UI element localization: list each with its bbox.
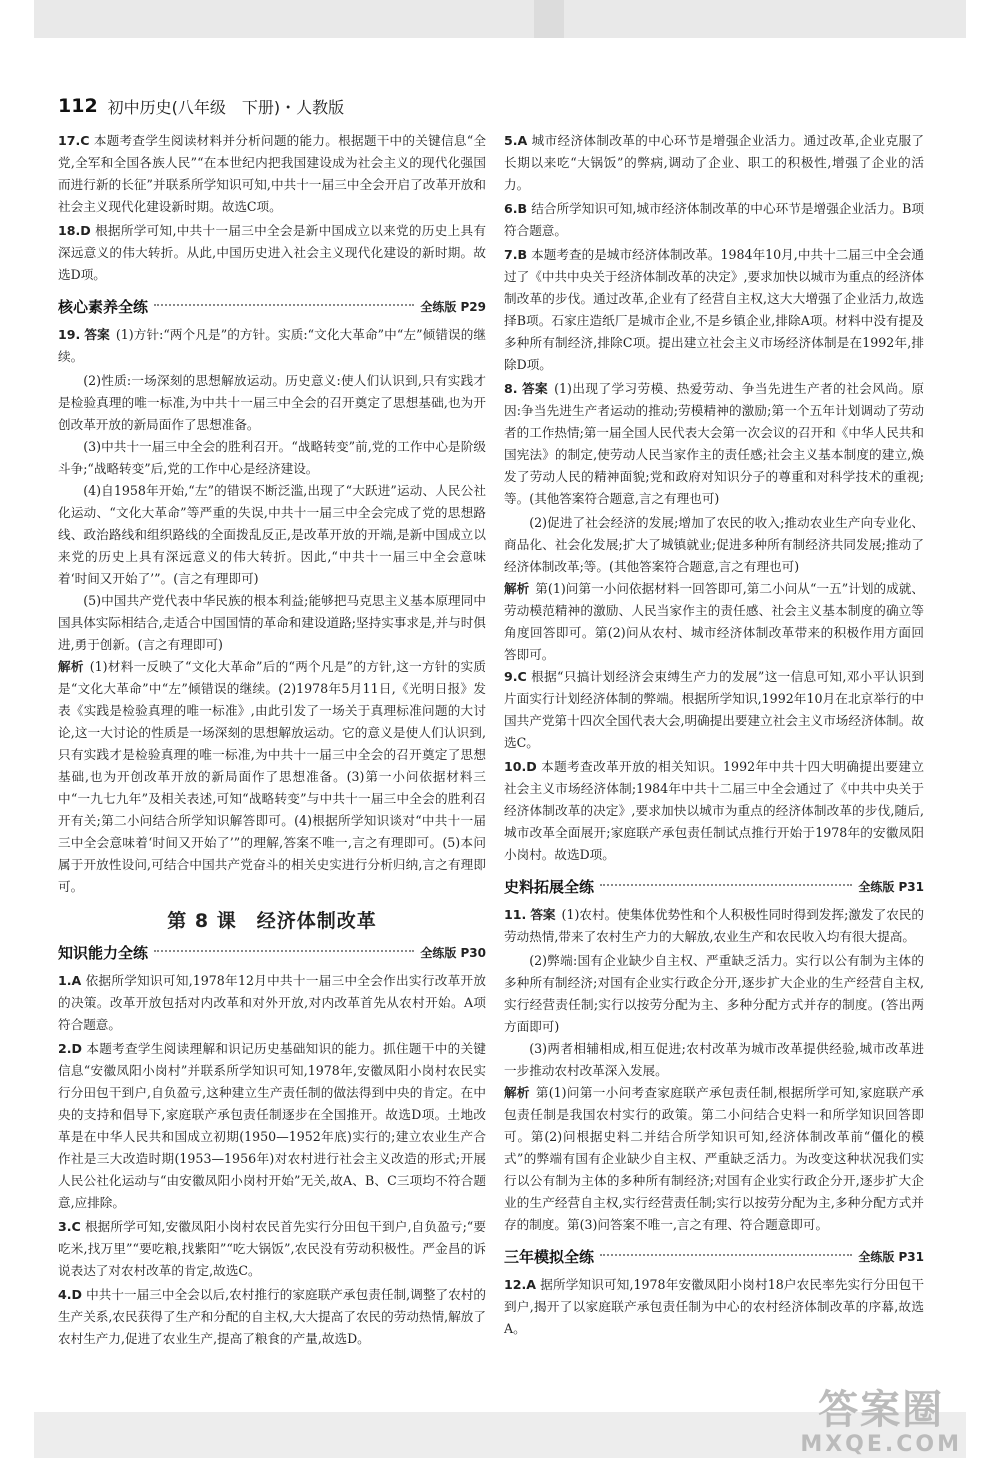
watermark-logo-text: 答案圈: [818, 1387, 945, 1433]
answer-5: 5.A 城市经济体制改革的中心环节是增强企业活力。通过改革,企业克服了长期以来吃“大锅饭”的弊病,调动了企业、职工的积极性,增强了企业的活力。: [504, 133, 924, 192]
book-title: 初中历史(八年级 下册)・人教版: [107, 97, 345, 117]
page-header: [58, 92, 344, 120]
site-watermark: [800, 1388, 962, 1457]
page-number: 112: [58, 95, 98, 117]
answer-3: 3.C 根据所学可知,安徽凤阳小岗村农民首先实行分田包干到户,自负盈亏;“要吃米,找万里”“要吃粮,找紫阳”“吃大锅饭”,农民没有劳动积极性。严金昌的诉说表达了对农村改革的肯定,故选C。: [58, 1219, 486, 1278]
section-three-year-mock: 三年模拟全练 全练版 P31: [504, 1248, 924, 1266]
answer-11: 11. 答案 (1)农村。使集体优势性和个人积极性同时得到发挥;激发了农民的劳动热情,带来了农村生产力的大解放,农业生产和农民收入均有很大提高。 (2)弊端:国有企业缺少自主权、严重缺乏活力。实行以公有制为主体的多种所有制经济;对国有企业实行政企分开,逐步扩大企业的生产经营自主权,实行经营责任制;实行以按劳分配为主、多种分配方式并存的制度。(答出两方面即可) (3)两者相辅相成,相互促进;农村改革为城市改革提供经验,城市改革进一步推动农村改革深入发展。 解析 第(1)问第一小问考查家庭联产承包责任制,根据所学可知,家庭联产承包责任制是我国农村实行的政策。第二小问结合史料一和所学知识回答即可。第(2)问根据史料二并结合所学知识可知,经济体制改革前“僵化的模式”的弊端有国有企业缺少自主权、严重缺乏活力。为改变这种状况我们实行以公有制为主体的多种所有制经济;对国有企业实行政企分开,逐步扩大企业的生产经营自主权,实行经营责任制;实行以按劳分配为主,多种分配方式并存的制度。第(3)问答案不唯一,言之有理、符合题意即可。: [504, 907, 924, 1232]
right-column: [504, 130, 924, 1342]
top-scan-band: [34, 0, 966, 38]
answer-2: 2.D 本题考查学生阅读理解和识记历史基础知识的能力。抓住题干中的关键信息“安徽凤阳小岗村”并联系所学知识可知,1978年,安徽凤阳小岗村农民实行分田包干到户,自负盈亏,这种建立生产责任制的做法得到中央的肯定。在中央的支持和倡导下,家庭联产承包责任制逐步在全国推开。故选D项。土地改革是在中华人民共和国成立初期(1950—1952年底)实行的;建立农业生产合作社是三大改造时期(1953—1956年)对农村进行社会主义改造的形式;开展人民公社化运动与“由安徽凤阳小岗村开始”无关,故A、B、C三项均不符合题意,应排除。: [58, 1041, 486, 1210]
answer-8: 8. 答案 (1)出现了学习劳模、热爱劳动、争当先进生产者的社会风尚。原因:争当先进生产者运动的推动;劳模精神的激励;第一个五年计划调动了劳动者的工作热情;第一届全国人民代表大会第一次会议的召开和《中华人民共和国宪法》的制定,使劳动人民当家作主的责任感;社会主义基本制度的建立,焕发了劳动人民的精神面貌;党和政府对知识分子的尊重和对科学技术的重视;等。(其他答案符合题意,言之有理也可) (2)促进了社会经济的发展;增加了农民的收入;推动农业生产向专业化、商品化、社会化发展;扩大了城镇就业;促进多种所有制经济共同发展;推动了经济体制改革;等。(其他答案符合题意,言之有理也可) 解析 第(1)问第一小问依据材料一回答即可,第二小问从“一五”计划的成就、劳动模范精神的激励、人民当家作主的责任感、社会主义基本制度的确立等角度回答即可。第(2)问从农村、城市经济体制改革带来的积极作用方面回答即可。: [504, 381, 925, 662]
section-knowledge-ability: 知识能力全练 全练版 P30: [58, 944, 486, 962]
answer-4: 4.D 中共十一届三中全会以后,农村推行的家庭联产承包责任制,调整了农村的生产关系,农民获得了生产和分配的自主权,大大提高了农民的劳动热情,解放了农村生产力,促进了农业生产,提高了粮食的产量,故选D。: [58, 1287, 486, 1346]
leader-dots: [600, 1254, 852, 1256]
left-column: [58, 130, 486, 1352]
answer-18: 18.D 根据所学可知,中共十一届三中全会是新中国成立以来党的历史上具有深远意义的伟大转折。从此,中国历史进入社会主义现代化建设的新时期。故选D项。: [58, 223, 486, 282]
section-source-extension: 史料拓展全练 全练版 P31: [504, 878, 924, 896]
lesson-title: 第 8 课 经济体制改革: [167, 910, 377, 932]
answer-1: 1.A 依据所学知识可知,1978年12月中共十一届三中全会作出实行改革开放的决策。改革开放包括对内改革和对外开放,对内改革首先从农村开始。A项符合题意。: [58, 973, 486, 1032]
answer-6: 6.B 结合所学知识可知,城市经济体制改革的中心环节是增强企业活力。B项符合题意。: [504, 201, 924, 238]
answer-17: 17.C 本题考查学生阅读材料并分析问题的能力。根据题干中的关键信息“全党,全军和全国各族人民”“在本世纪内把我国建设成为社会主义的现代化强国而进行新的长征”并联系所学知识可知,中共十一届三中全会开启了改革开放和社会主义现代化建设新时期。故选C项。: [58, 133, 486, 214]
answer-12: 12.A 据所学知识可知,1978年安徽凤阳小岗村18户农民率先实行分田包干到户,揭开了以家庭联产承包责任制为中心的农村经济体制改革的序幕,故选A。: [504, 1277, 924, 1336]
answer-7: 7.B 本题考查的是城市经济体制改革。1984年10月,中共十二届三中全会通过了《中共中央关于经济体制改革的决定》,要求加快以城市为重点的经济体制改革的步伐。通过改革,企业有了经营自主权,这大大增强了企业活力,故选择B项。石家庄造纸厂是城市企业,不是乡镇企业,排除A项。材料中没有提及多种所有制经济,排除C项。提出建立社会主义市场经济体制是在1992年,排除D项。: [504, 247, 924, 372]
answer-9: 9.C 根据“只搞计划经济会束缚生产力的发展”这一信息可知,邓小平认识到片面实行计划经济体制的弊端。根据所学知识,1992年10月在北京举行的中国共产党第十四次全国代表大会,明确提出要建立社会主义市场经济体制。故选C。: [504, 669, 924, 750]
answer-19: 19. 答案 (1)方针:“两个凡是”的方针。实质:“文化大革命”中“左”倾错误的继续。 (2)性质:一场深刻的思想解放运动。历史意义:使人们认识到,只有实践才是检验真理的唯一标准,为中共十一届三中全会的召开奠定了思想基础,也为开创改革开放的新局面作了思想准备。 (3)中共十一届三中全会的胜利召开。“战略转变”前,党的工作中心是阶级斗争;“战略转变”后,党的工作中心是经济建设。 (4)自1958年开始,“左”的错误不断泛滥,出现了“大跃进”运动、人民公社化运动、“文化大革命”等严重的失误,中共十一届三中全会完成了党的思想路线、政治路线和组织路线的全面拨乱反正,是改革开放的开端,是新中国成立以来党的历史上具有深远意义的伟大转折。因此,“中共十一届三中全会意味着‘时间又开始了’”。(言之有理即可) (5)中国共产党代表中华民族的根本利益;能够把马克思主义基本原理同中国具体实际相结合,走适合中国国情的革命和建设道路;坚持实事求是,并与时俱进,勇于创新。(言之有理即可) 解析 (1)材料一反映了“文化大革命”后的“两个凡是”的方针,这一方针的实质是“文化大革命”中“左”倾错误的继续。(2)1978年5月11日,《光明日报》发表《实践是检验真理的唯一标准》,由此引发了一场关于真理标准问题的大讨论,这一大讨论的性质是一场深刻的思想解放运动。它的意义是使人们认识到,只有实践才是检验真理的唯一标准,为中共十一届三中全会的召开奠定了思想基础,也为开创改革开放的新局面作了思想准备。(3)第一小问依据材料三中“一九七九年”及相关表述,可知“战略转变”与中共十一届三中全会的胜利召开有关;第二小问结合所学知识解答即可。(4)根据所学知识谈对“中共十一届三中全会意味着‘时间又开始了’”的理解,答案不唯一,言之有理即可。(5)本问属于开放性设问,可结合中国共产党奋斗的相关史实进行分析归纳,言之有理即可。: [58, 327, 487, 894]
leader-dots: [154, 950, 414, 952]
page-fold: [534, 0, 564, 38]
leader-dots: [154, 304, 414, 306]
leader-dots: [600, 884, 852, 886]
answer-10: 10.D 本题考查改革开放的相关知识。1992年中共十四大明确提出要建立社会主义市场经济体制;1984年中共十二届三中全会通过了《中共中央关于经济体制改革的决定》,要求加快以城市为重点的经济体制改革的步伐,随后,城市改革全面展开;家庭联产承包责任制试点推行开始于1978年的安徽凤阳小岗村。故选D项。: [504, 759, 924, 862]
watermark-url: MXQE.COM: [800, 1432, 962, 1457]
section-core-literacy: 核心素养全练 全练版 P29: [58, 298, 486, 316]
